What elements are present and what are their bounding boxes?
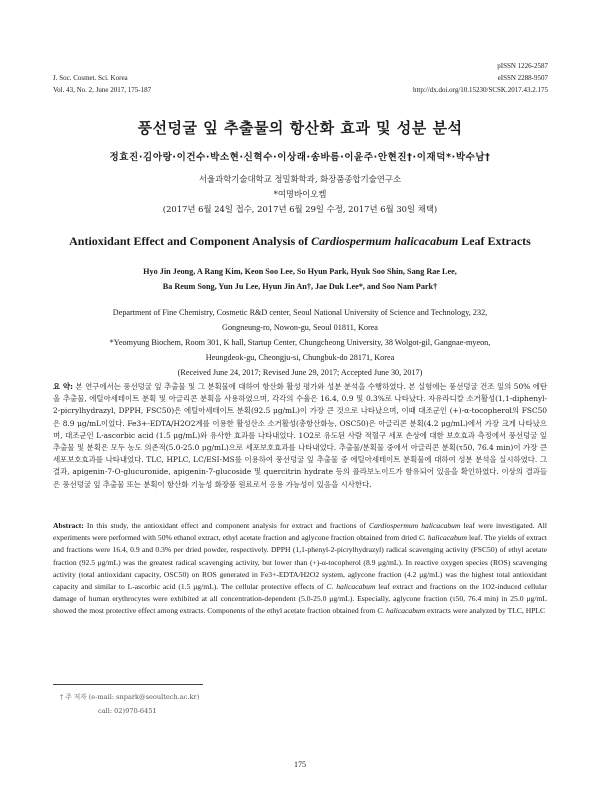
eissn: eISSN 2288-9507	[497, 74, 548, 82]
pissn: pISSN 1226-2587	[497, 62, 548, 70]
title-en-prefix: Antioxidant Effect and Component Analysis of	[69, 234, 312, 248]
title-en-suffix: Leaf Extracts	[458, 234, 531, 248]
affiliation-en-line1: Department of Fine Chemistry, Cosmetic R&D center, Seoul National University of Science and Technology, 232,	[112, 308, 488, 317]
doi-link[interactable]: http://dx.doi.org/10.15230/SCSK.2017.43.2.175	[412, 86, 548, 94]
journal-name: J. Soc. Cosmet. Sci. Korea	[53, 74, 128, 82]
abstract-en-text-3: leaf. The yields of extract and fractions were 16.4, 0.9 and 0.3% per dried powder, respectively. DPPH (1,1-phenyl-2-picrylhydrazyl) radical scavenging activity (FSC50) of ethyl acetate fraction (92.5 μg/mL) was the greatest radical scavenging activity, but lower than (+)-α-tocopherol (8.9 μg/mL). In reactive oxygen species (ROS) scavenging activity (total antioxidant capacity, OSC50) on ROS generated in Fe3+-EDTA/H2O2 system, aglycone fraction (4.2 μg/mL) was the highest total antioxidant capacity and similar to L-ascorbic acid (1.5 μg/mL). The cellular protective effects of	[53, 533, 547, 592]
abstract-en-text-1: In this study, the antioxidant effect and component analysis for extract and fractions of	[83, 521, 370, 530]
page-number: 175	[294, 760, 306, 769]
authors-en-line1: Hyo Jin Jeong, A Rang Kim, Keon Soo Lee, So Hyun Park, Hyuk Soo Shin, Sang Rae Lee,	[143, 267, 457, 276]
abstract-korean	[53, 381, 547, 491]
title-english	[0, 234, 600, 249]
affiliation-ko-line2: *여명바이오켐	[273, 189, 327, 199]
footnote-phone: call: 02)970-6451	[98, 707, 157, 715]
abstract-en-species-2: C. halicacabum	[418, 533, 468, 543]
abstract-english	[53, 520, 547, 618]
authors-korean: 정효진·김아랑·이건수·박소현·신혁수·이상래·송바름·이윤주·안현진†·이재덕*·박수남†	[109, 152, 491, 163]
title-en-species: Cardiospermum halicacabum	[311, 234, 459, 248]
authors-english	[70, 264, 530, 294]
title-korean: 풍선덩굴 잎 추출물의 항산화 효과 및 성분 분석	[137, 119, 463, 137]
footnote-email: † 주 저자 (e-mail: snpark@seoultech.ac.kr)	[60, 693, 200, 701]
affiliation-en-line3: *Yeomyung Biochem, Room 301, K hall, Startup Center, Chungcheong University, 38 Wolgot-gil, Gangnae-myeon,	[109, 338, 491, 347]
abstract-ko-label: 요 약:	[53, 382, 73, 391]
journal-issue: Vol. 43, No. 2, June 2017, 175-187	[53, 86, 152, 94]
abstract-en-text-4: leaf extract and fractions on the 1O2-induced cellular damage of human erythrocytes were exhibited at all concentration-dependent (5.0-25.0 μg/mL). Especially, aglycone fraction (τ50, 76.4 min) in 25.0 μg/mL showed the most protective effect among extracts. Components of the ethyl acetate fraction obtained from	[53, 582, 547, 616]
journal-citation	[53, 72, 151, 96]
abstract-en-species-3: C. halicacabum	[326, 582, 376, 592]
abstract-en-label: Abstract:	[53, 521, 84, 530]
abstract-en-text-2: leaf were investigated. All experiments were performed with 50% ethanol extract, ethyl acetate fraction and aglycone fraction obtained from dried	[53, 521, 547, 543]
footnote	[60, 690, 199, 718]
affiliation-english	[60, 305, 540, 380]
affiliation-en-line4: Heungdeok-gu, Cheongju-si, Chungbuk-do 28171, Korea	[205, 353, 395, 362]
affiliation-korean	[0, 172, 600, 217]
journal-identifiers	[413, 60, 548, 96]
abstract-en-text-5: extracts were analyzed by TLC, HPLC	[425, 606, 546, 616]
abstract-en-species-1: Cardiospermum halicacabum	[369, 521, 461, 530]
abstract-en-species-4: C. halicacabum	[377, 606, 426, 616]
abstract-ko-text: 본 연구에서는 풍선덩굴 잎 추출물 및 그 분획물에 대하여 항산화 활성 평가와 성분 분석을 수행하였다. 본 실험에는 풍선덩굴 건조 잎의 50% 에탄올 추출물, 에틸아세테이트 분획 및 아글리콘 분획을 사용하였으며, 각각의 수율은 16.4, 0.9 및 0.3%로 나타났다. 자유라디칼 소거활성(1,1-diphenyl-2-picrylhydrazyl, DPPH, FSC50)은 에틸아세테이트 분획(92.5 μg/mL)이 가장 큰 것으로 나타났으며, 이때 대조군인 (+)-α-tocopherol의 FSC50은 8.9 μg/mL이었다. Fe3+-EDTA/H2O2계를 이용한 활성산소 소거활성(총항산화능, OSC50)은 아글리콘 분획(4.2 μg/mL)에서 가장 크게 나타났으며, 대조군인 L-ascorbic acid (1.5 μg/mL)와 유사한 효과를 나타내었다. 1O2로 유도된 사람 적혈구 세포 손상에 대한 보호효과 측정에서 풍선덩굴 잎 추출물 및 분획은 모두 농도 의존적(5.0-25.0 μg/mL)으로 세포보호효과를 나타내었다. 추출물/분획물 중에서 아글리콘 분획(τ50, 76.4 min)이 가장 큰 세포보호효과를 나타내었다. TLC, HPLC, LC/ESI-MS를 이용하여 풍선덩굴 잎 추출물 중 에틸아세테이트 분획물에 대하여 성분 분석을 실시하였다. 그 결과, apigenin-7-O-glucuronide, apigenin-7-glucoside 및 quercitrin hydrate 등의 플라보노이드가 함유되어 있음을 확인하였다. 이상의 결과들은 풍선덩굴 잎 추출물 또는 분획이 항산화 기능성 화장품 원료로서 응용 가능성이 있음을 시사한다.	[53, 382, 547, 489]
affiliation-ko-line1: 서울과학기술대학교 정밀화학과, 화장품종합기술연구소	[198, 174, 402, 184]
dates-english: (Received June 24, 2017; Revised June 29, 2017; Accepted June 30, 2017)	[177, 368, 423, 377]
footnote-divider	[53, 684, 203, 685]
dates-korean: (2017년 6월 24일 접수, 2017년 6월 29일 수정, 2017년 6월 30일 채택)	[162, 204, 438, 214]
authors-en-line2: Ba Reum Song, Yun Ju Lee, Hyun Jin An†, Jae Duk Lee*, and Soo Nam Park†	[162, 282, 438, 291]
affiliation-en-line2: Gongneung-ro, Nowon-gu, Seoul 01811, Korea	[222, 323, 378, 332]
